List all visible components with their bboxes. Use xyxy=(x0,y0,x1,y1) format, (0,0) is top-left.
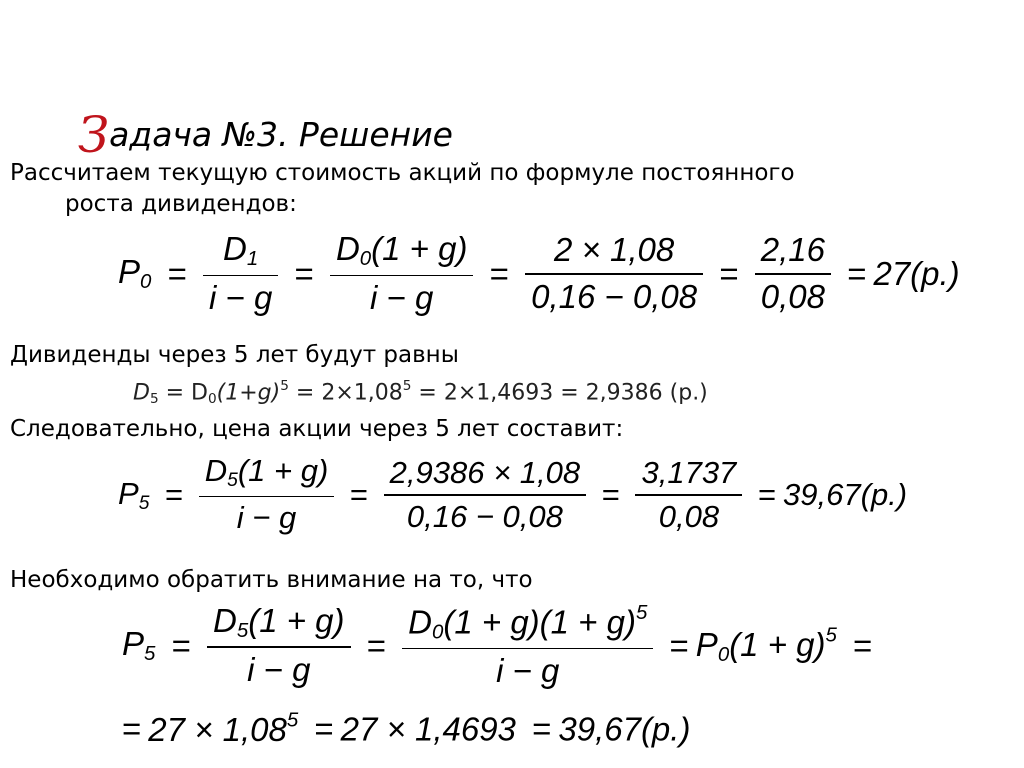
formula-p5-numeric: = $27 \times 1,08^5 = 27 \times 1,4693 = 39,67(р.)$ xyxy=(122,709,691,749)
therefore-text: Следовательно, цена акции через 5 лет составит: xyxy=(10,416,624,442)
formula-d5: $D_5 = D_0(1+g)^5 = 2\times 1,08^5 = 2\times 1,4693 = 2,9386$ (р.) xyxy=(133,378,708,407)
eq1-fraction-2: $\frac{D_0(1 + g)}{i - g}$ xyxy=(330,232,474,316)
eq2-fraction-3: $\frac{3,1737}{0,08}$ xyxy=(635,457,742,534)
title-cap-letter: З xyxy=(78,106,110,164)
eq3-fraction-2: $\frac{D_0(1 + g)(1 + g)^5}{i - g}$ xyxy=(402,602,653,689)
eq2-result: 39,67(р.) xyxy=(783,477,908,512)
eq1-fraction-4: $\frac{2,16}{0,08}$ xyxy=(755,233,831,314)
formula-p0: $P_0$ = $\frac{D_1}{i - g}$ = $\frac{D_0(1 + g)}{i - g}$ = $\frac{2 \times 1,08}{0,16 - 0,08}$ = $\frac{2,16}{0,08}$ = 27(р.) xyxy=(118,230,960,317)
formula-p5: $P_5$ = $\frac{D_5(1 + g)}{i - g}$ = $\frac{2,9386 \times 1,08}{0,16 - 0,08}$ = $\frac{3,1737}{0,08}$ = 39,67(р.) xyxy=(118,453,908,536)
eq4-part-b: 27 × 1,4693 xyxy=(340,710,516,748)
eq1-lhs: $P_0$ xyxy=(118,253,152,294)
eq4-part-a: $27 \times 1,08^5$ xyxy=(148,709,299,749)
eq4-result: 39,67(р.) xyxy=(558,710,691,748)
dividends-text: Дивиденды через 5 лет будут равны xyxy=(10,342,459,368)
eq2-fraction-1: $\frac{D_5(1 + g)}{i - g}$ xyxy=(199,455,335,535)
slide-title xyxy=(78,100,453,164)
eq1-fraction-1: $\frac{D_1}{i - g}$ xyxy=(203,232,278,316)
eq2-fraction-2: $\frac{2,9386 \times 1,08}{0,16 - 0,08}$ xyxy=(384,457,586,534)
note-text: Необходимо обратить внимание на то, что xyxy=(10,567,533,593)
intro-line-1: Рассчитаем текущую стоимость акций по формуле постоянного xyxy=(10,160,795,186)
eq3-fraction-1: $\frac{D_5(1 + g)}{i - g}$ xyxy=(207,604,351,688)
eq1-result: 27(р.) xyxy=(873,254,960,292)
formula-p5-expanded: $P_5$ = $\frac{D_5(1 + g)}{i - g}$ = $\frac{D_0(1 + g)(1 + g)^5}{i - g}$ = $P_0(1 + g)^5$ = xyxy=(122,601,873,690)
title-text: адача №3. Решение xyxy=(109,115,453,154)
eq3-result: $P_0(1 + g)^5$ xyxy=(695,623,837,667)
eq1-fraction-3: $\frac{2 \times 1,08}{0,16 - 0,08}$ xyxy=(525,233,703,314)
intro-line-2: роста дивидендов: xyxy=(65,191,297,217)
